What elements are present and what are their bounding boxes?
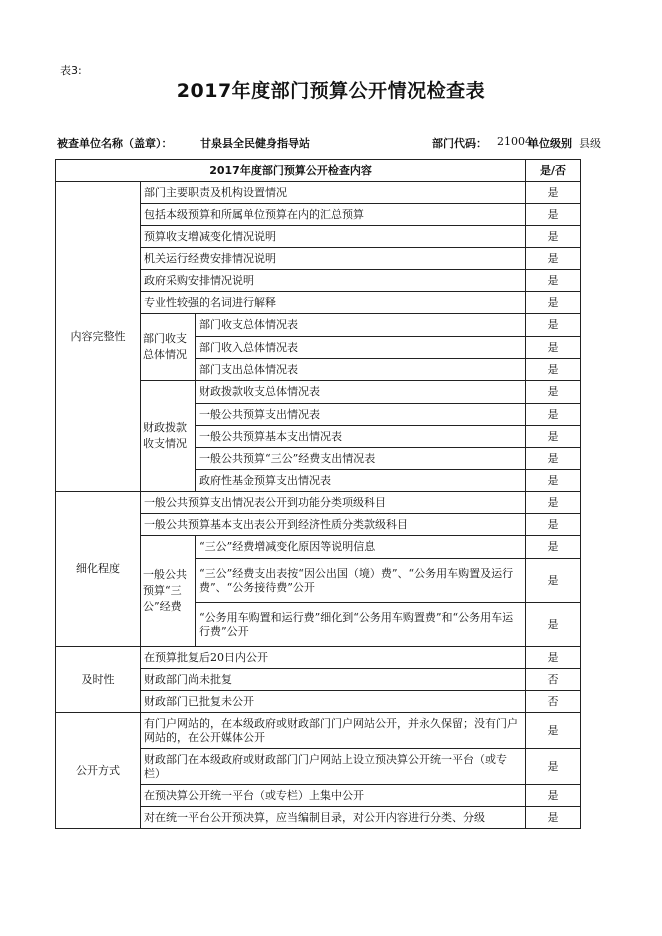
subgroup-fiscal-appropriation: 财政拨款收支情况 (141, 381, 196, 492)
row-answer: 是 (526, 470, 581, 492)
row-item: 有门户网站的，在本级政府或财政部门门户网站公开，并永久保留；没有门户网站的，在公开媒体公开 (141, 713, 526, 749)
row-item: 一般公共预算基本支出情况表 (196, 426, 526, 448)
row-answer: 是 (526, 404, 581, 426)
row-item: 预算收支增减变化情况说明 (141, 226, 526, 248)
row-item: 财政部门尚未批复 (141, 669, 526, 691)
row-item: 一般公共预算支出情况表 (196, 404, 526, 426)
row-item: 部门收支总体情况表 (196, 314, 526, 337)
row-item: 机关运行经费安排情况说明 (141, 248, 526, 270)
row-answer: 是 (526, 292, 581, 314)
row-answer: 否 (526, 669, 581, 691)
row-item: 一般公共预算基本支出表公开到经济性质分类款级科目 (141, 514, 526, 536)
row-answer: 是 (526, 536, 581, 559)
row-item: “三公”经费支出表按“因公出国（境）费”、“公务用车购置及运行费”、“公务接待费”公开 (196, 559, 526, 603)
row-item: “三公”经费增减变化原因等说明信息 (196, 536, 526, 559)
unit-name: 甘泉县全民健身指导站 (200, 137, 310, 150)
row-answer: 是 (526, 337, 581, 359)
table-row (56, 182, 581, 204)
row-item: 一般公共预算支出情况表公开到功能分类项级科目 (141, 492, 526, 514)
row-answer: 是 (526, 359, 581, 381)
subgroup-dept-budget-overview: 部门收支总体情况 (141, 314, 196, 381)
row-item: 政府采购安排情况说明 (141, 270, 526, 292)
table-label: 表3: (60, 64, 82, 77)
row-answer: 是 (526, 647, 581, 669)
row-item: 包括本级预算和所属单位预算在内的汇总预算 (141, 204, 526, 226)
dept-code-label: 部门代码： (432, 137, 487, 150)
row-item: 在预决算公开统一平台（或专栏）上集中公开 (141, 785, 526, 807)
row-answer: 是 (526, 559, 581, 603)
col-header-content: 2017年度部门预算公开检查内容 (56, 160, 526, 182)
row-answer: 是 (526, 426, 581, 448)
category-timeliness: 及时性 (56, 647, 141, 713)
level-label: 单位级别 (528, 137, 572, 150)
table-row (56, 647, 581, 669)
row-answer: 是 (526, 603, 581, 647)
row-item: 财政拨款收支总体情况表 (196, 381, 526, 404)
col-header-answer: 是/否 (526, 160, 581, 182)
category-detail-level: 细化程度 (56, 492, 141, 647)
level-value: ：县级 (568, 137, 601, 150)
row-answer: 是 (526, 749, 581, 785)
row-item: 财政部门在本级政府或财政部门门户网站上设立预决算公开统一平台（或专栏） (141, 749, 526, 785)
unit-name-label: 被查单位名称（盖章）： (57, 137, 173, 150)
row-answer: 是 (526, 314, 581, 337)
row-answer: 是 (526, 381, 581, 404)
row-answer: 是 (526, 270, 581, 292)
row-answer: 是 (526, 514, 581, 536)
row-answer: 是 (526, 807, 581, 829)
row-item: 部门主要职责及机构设置情况 (141, 182, 526, 204)
row-item: 对在统一平台公开预决算，应当编制目录，对公开内容进行分类、分级 (141, 807, 526, 829)
category-content-completeness: 内容完整性 (56, 182, 141, 492)
row-item: 财政部门已批复未公开 (141, 691, 526, 713)
table-row (56, 713, 581, 749)
row-item: 部门收入总体情况表 (196, 337, 526, 359)
table-row (56, 492, 581, 514)
page-title: 2017年度部门预算公开情况检查表 (176, 80, 486, 102)
row-answer: 是 (526, 492, 581, 514)
row-answer: 是 (526, 448, 581, 470)
category-disclosure-method: 公开方式 (56, 713, 141, 829)
dept-code: 21004 (497, 135, 532, 148)
row-answer: 是 (526, 226, 581, 248)
row-answer: 是 (526, 785, 581, 807)
row-answer: 否 (526, 691, 581, 713)
row-item: 专业性较强的名词进行解释 (141, 292, 526, 314)
row-answer: 是 (526, 248, 581, 270)
row-answer: 是 (526, 182, 581, 204)
subgroup-general-public-three: 一般公共预算“三公”经费 (141, 536, 196, 647)
row-item: 政府性基金预算支出情况表 (196, 470, 526, 492)
row-item: 在预算批复后20日内公开 (141, 647, 526, 669)
row-answer: 是 (526, 204, 581, 226)
row-answer: 是 (526, 713, 581, 749)
table-header-row (56, 160, 581, 182)
row-item: 一般公共预算“三公”经费支出情况表 (196, 448, 526, 470)
inspection-table (55, 159, 581, 829)
row-item: “公务用车购置和运行费”细化到“公务用车购置费”和“公务用车运行费”公开 (196, 603, 526, 647)
row-item: 部门支出总体情况表 (196, 359, 526, 381)
